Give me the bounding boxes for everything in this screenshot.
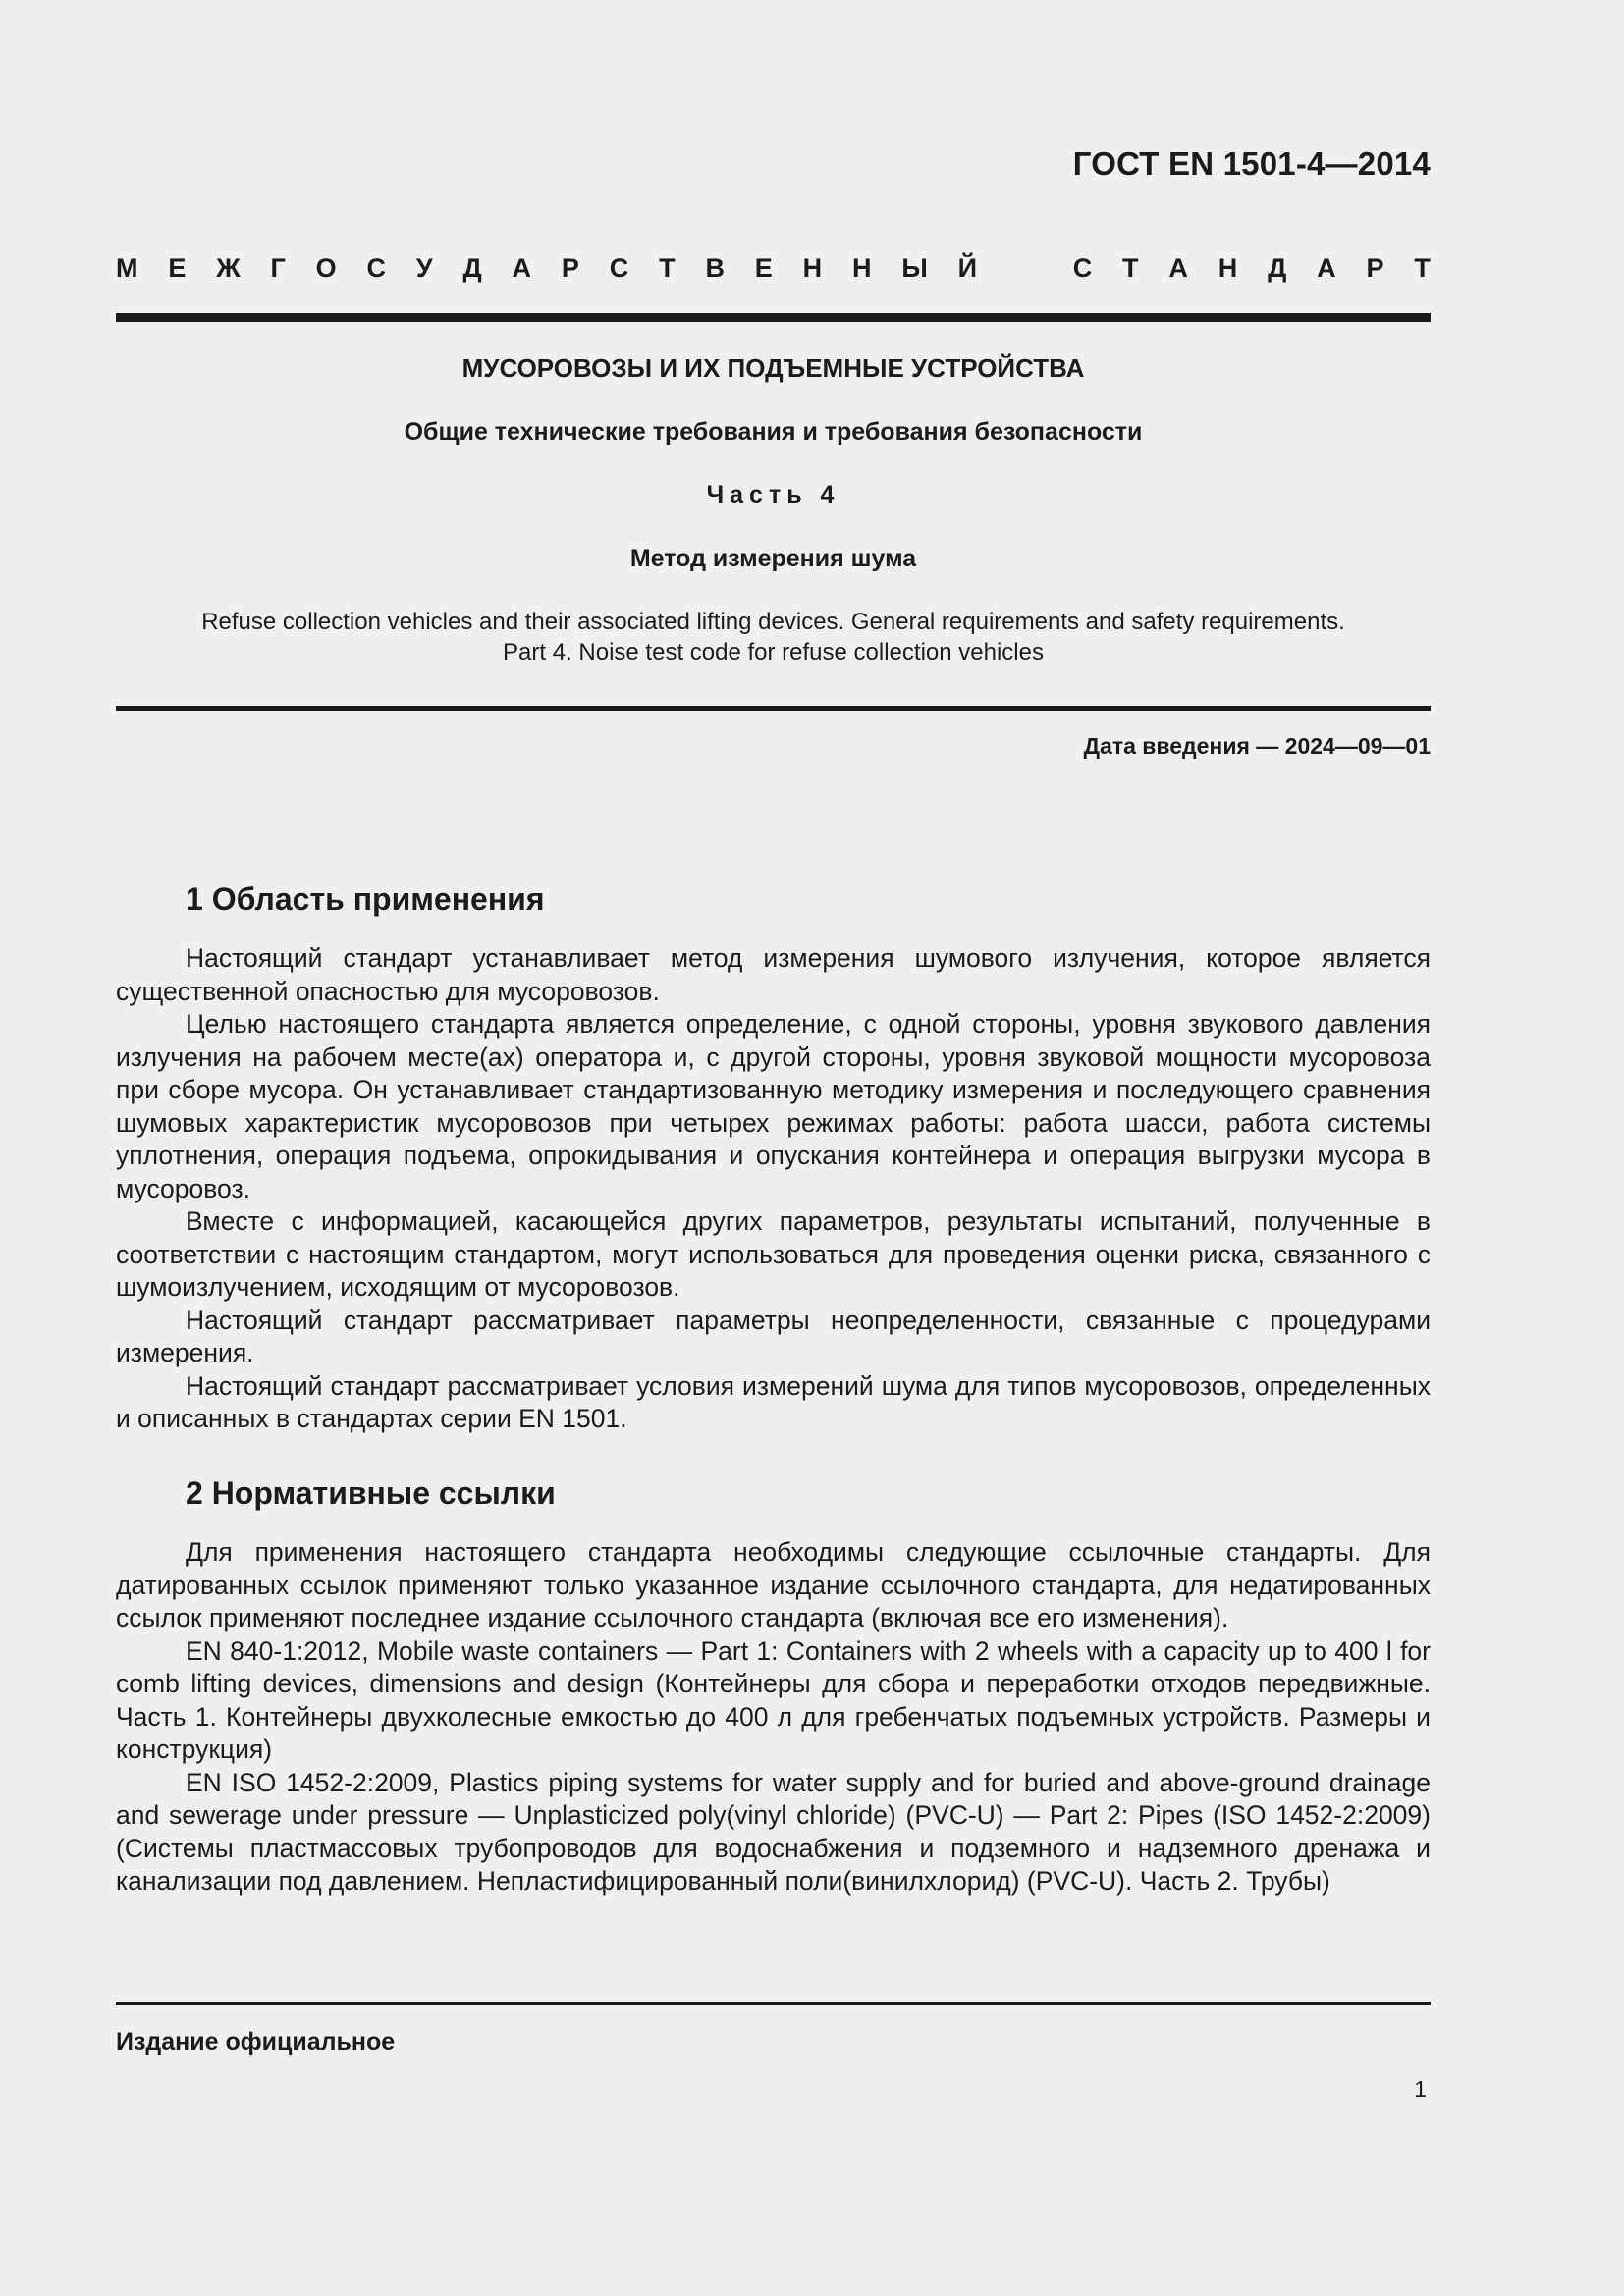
document-title: МУСОРОВОЗЫ И ИХ ПОДЪЕМНЫЕ УСТРОЙСТВА — [461, 353, 1085, 383]
method-title: Метод измерения шума — [629, 545, 917, 572]
letter: Н — [1218, 253, 1238, 283]
letter: С — [609, 253, 629, 283]
word-gap — [1007, 253, 1043, 284]
letter: М — [116, 253, 138, 283]
section-heading: 2 Нормативные ссылки — [186, 1475, 556, 1511]
section-body — [116, 942, 1431, 1436]
letter: Р — [561, 253, 579, 283]
letter: В — [705, 253, 725, 283]
letter: Н — [851, 253, 872, 283]
letter: Т — [659, 253, 676, 283]
section-heading: 1 Область применения — [186, 881, 545, 917]
section-body — [116, 1536, 1431, 1898]
letter: А — [512, 253, 532, 283]
letter: Д — [462, 253, 482, 283]
part-label: Часть 4 — [706, 481, 840, 508]
page-number: 1 — [1414, 2076, 1427, 2102]
letter: Ж — [216, 253, 241, 283]
paragraph: Настоящий стандарт рассматривает параметры неопределенности, связанные с процедурами измерения. — [116, 1305, 1431, 1367]
letter: Ы — [901, 253, 928, 283]
letter: Д — [1268, 253, 1287, 283]
english-title — [116, 607, 1431, 667]
paragraph: Целью настоящего стандарта является определение, с одной стороны, уровня звукового давления излучения на рабочем месте(ах) оператора и, с другой стороны, уровня звуковой мощности мусоровоза при сборе мусора. Он устанавливает стандартизованную методику измерения и последующего сравнения шумовых характеристик мусоровозов при четырех режимах работы: работа шасси, работа системы уплотнения, операция подъема, опрокидывания и опускания контейнера и операция выгрузки мусора в мусоровоз. — [116, 1009, 1431, 1203]
paragraph: EN ISO 1452-2:2009, Plastics piping systems for water supply and for buried and above-ground drainage and sewerage under pressure — Unplasticized poly(vinyl chloride) (PVC-U) — Part 2: Pipes (ISO 1452-2:2009) (Системы пластмассовых трубопроводов для водоснабжения и подземного и надземного дренажа и канализации под давлением. Непластифицированный поли(винилхлорид) (PVC-U). Часть 2. Трубы) — [116, 1767, 1431, 1896]
paragraph: EN 840-1:2012, Mobile waste containers — Part 1: Containers with 2 wheels with a capacity up to 400 l for comb lifting devices, dimensions and design (Контейнеры для сбора и переработки отходов передвижные. Часть 1. Контейнеры двухколесные емкостью до 400 л для гребенчатых подъемных устройств. Размеры и конструкция) — [116, 1635, 1431, 1764]
letter: Й — [957, 253, 978, 283]
official-edition-label: Издание официальное — [116, 2028, 396, 2056]
letter: О — [315, 253, 337, 283]
paragraph: Вместе с информацией, касающейся других параметров, результаты испытаний, полученные в соответствии с настоящим стандартом, могут использоваться для проведения оценки риска, связанного с шумоизлучением, исходящим от мусоровозов. — [116, 1206, 1431, 1302]
letter: У — [415, 253, 433, 283]
letter: Т — [1414, 253, 1431, 283]
letter: Г — [270, 253, 286, 283]
letter: Е — [168, 253, 187, 283]
letter: Н — [802, 253, 823, 283]
letter: Т — [1122, 253, 1139, 283]
paragraph: Настоящий стандарт устанавливает метод измерения шумового излучения, которое является существенной опасностью для мусоровозов. — [116, 943, 1431, 1006]
letter: С — [1072, 253, 1093, 283]
introduction-date: Дата введения — 2024—09—01 — [1083, 733, 1431, 759]
letter: С — [366, 253, 386, 283]
letter: Р — [1366, 253, 1384, 283]
header-divider — [116, 313, 1431, 322]
english-title-line: Refuse collection vehicles and their associated lifting devices. General requirements and safety requirements. — [201, 609, 1345, 635]
paragraph: Настоящий стандарт рассматривает условия измерений шума для типов мусоровозов, определенных и описанных в стандартах серии EN 1501. — [116, 1370, 1431, 1433]
paragraph: Для применения настоящего стандарта необходимы следующие ссылочные стандарты. Для датированных ссылок применяют только указанное издание ссылочного стандарта, для недатированных ссылок применяют последнее издание ссылочного стандарта (включая все его изменения). — [116, 1537, 1431, 1632]
letter: А — [1317, 253, 1336, 283]
title-divider — [116, 706, 1431, 711]
document-subtitle: Общие технические требования и требования безопасности — [404, 418, 1143, 446]
letter: Е — [754, 253, 773, 283]
standard-designation: ГОСТ EN 1501-4—2014 — [1072, 145, 1431, 182]
footer-divider — [116, 2002, 1431, 2005]
english-title-line: Part 4. Noise test code for refuse collection vehicles — [503, 639, 1044, 666]
letter: А — [1168, 253, 1188, 283]
interstate-standard-label — [116, 253, 1431, 284]
